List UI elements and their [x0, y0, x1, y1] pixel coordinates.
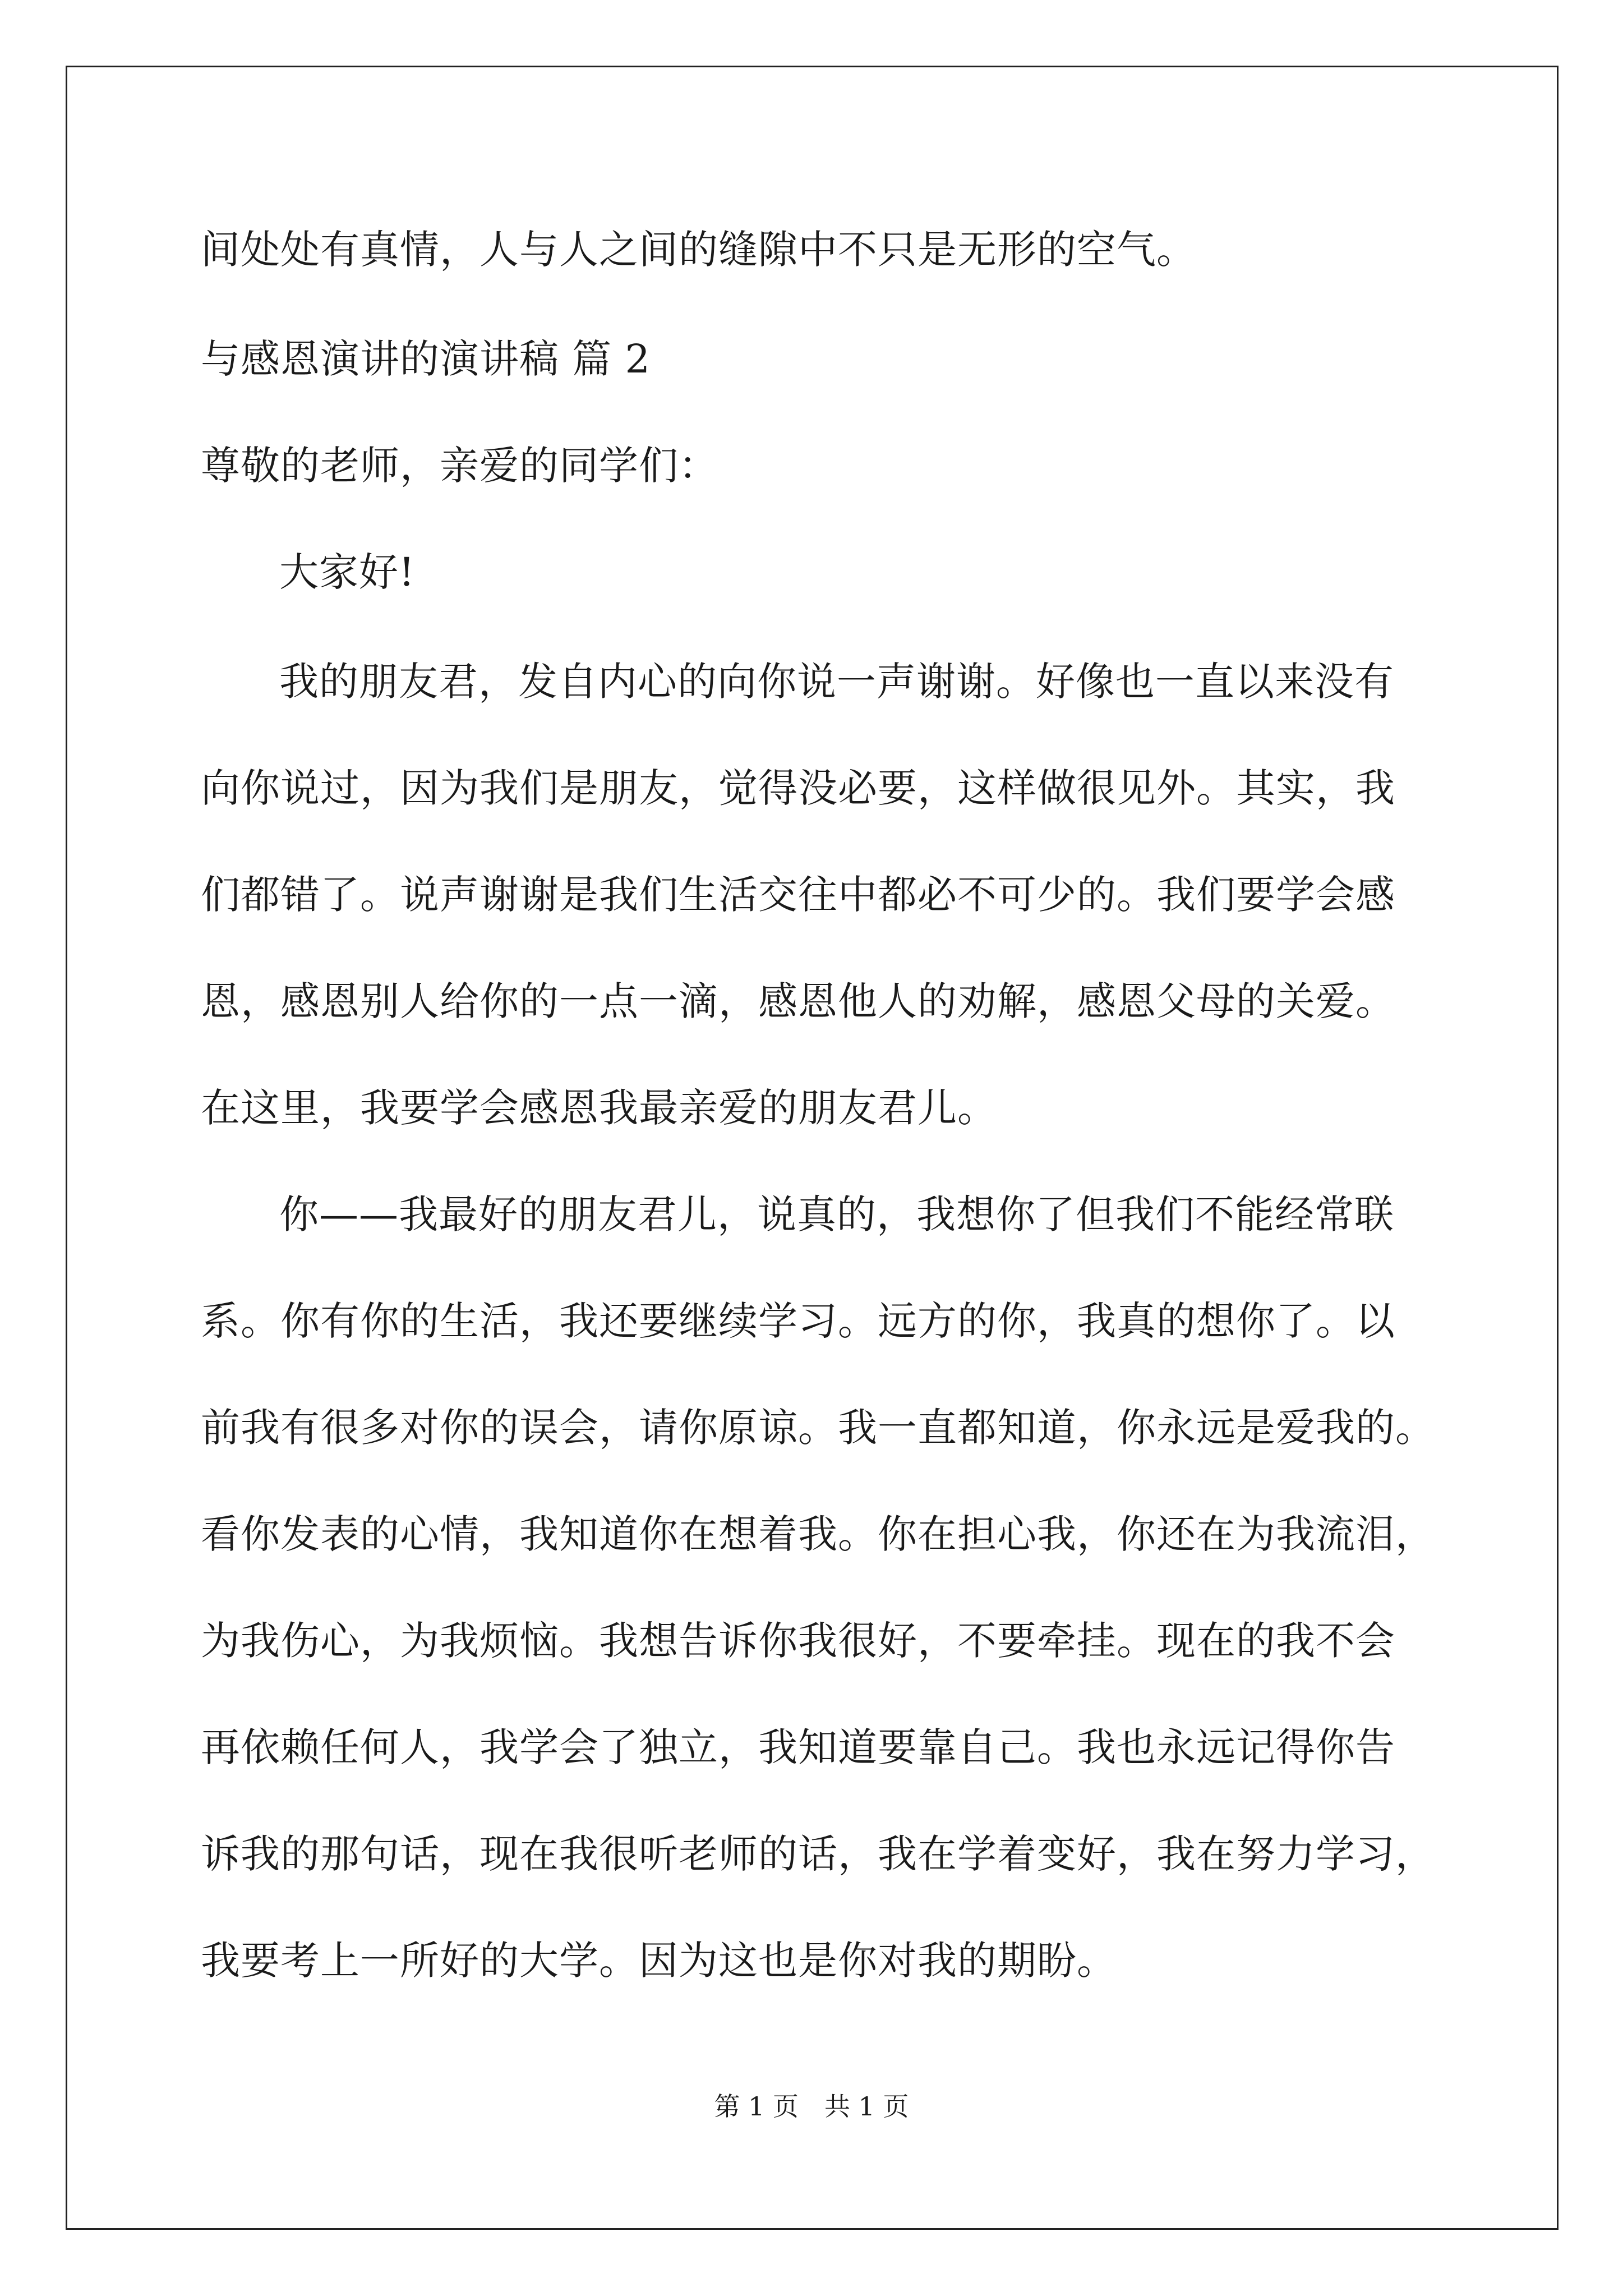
body-line: 你——我最好的朋友君儿，说真的，我想你了但我们不能经常联: [279, 1191, 1394, 1237]
body-line: 再依赖任何人，我学会了独立，我知道要靠自己。我也永远记得你告: [201, 1724, 1395, 1770]
body-line: 诉我的那句话，现在我很听老师的话，我在学着变好，我在努力学习，: [201, 1831, 1435, 1877]
body-line: 我要考上一所好的大学。因为这也是你对我的期盼。: [201, 1938, 1117, 1984]
body-line: 看你发表的心情，我知道你在想着我。你在担心我，你还在为我流泪，: [201, 1511, 1435, 1557]
body-line: 为我伤心，为我烦恼。我想告诉你我很好，不要牵挂。现在的我不会: [201, 1618, 1395, 1664]
body-line: 间处处有真情，人与人之间的缝隙中不只是无形的空气。: [201, 227, 1196, 273]
page-border: [66, 66, 1559, 2230]
page-number: 第 1 页 共 1 页: [714, 2091, 909, 2122]
body-line: 前我有很多对你的误会，请你原谅。我一直都知道，你永远是爱我的。: [201, 1405, 1435, 1451]
section-heading: 与感恩演讲的演讲稿 篇 2: [201, 336, 651, 382]
salutation: 尊敬的老师，亲爱的同学们：: [201, 443, 718, 489]
greeting: 大家好!: [279, 549, 416, 595]
body-line: 恩，感恩别人给你的一点一滴，感恩他人的劝解，感恩父母的关爱。: [201, 978, 1395, 1024]
body-line: 向你说过，因为我们是朋友，觉得没必要，这样做很见外。其实，我: [201, 765, 1395, 811]
body-line: 系。你有你的生活，我还要继续学习。远方的你，我真的想你了。以: [201, 1298, 1395, 1344]
body-line: 们都错了。说声谢谢是我们生活交往中都必不可少的。我们要学会感: [201, 872, 1395, 918]
body-line: 在这里，我要学会感恩我最亲爱的朋友君儿。: [201, 1085, 997, 1131]
body-line: 我的朋友君，发自内心的向你说一声谢谢。好像也一直以来没有: [279, 659, 1394, 705]
